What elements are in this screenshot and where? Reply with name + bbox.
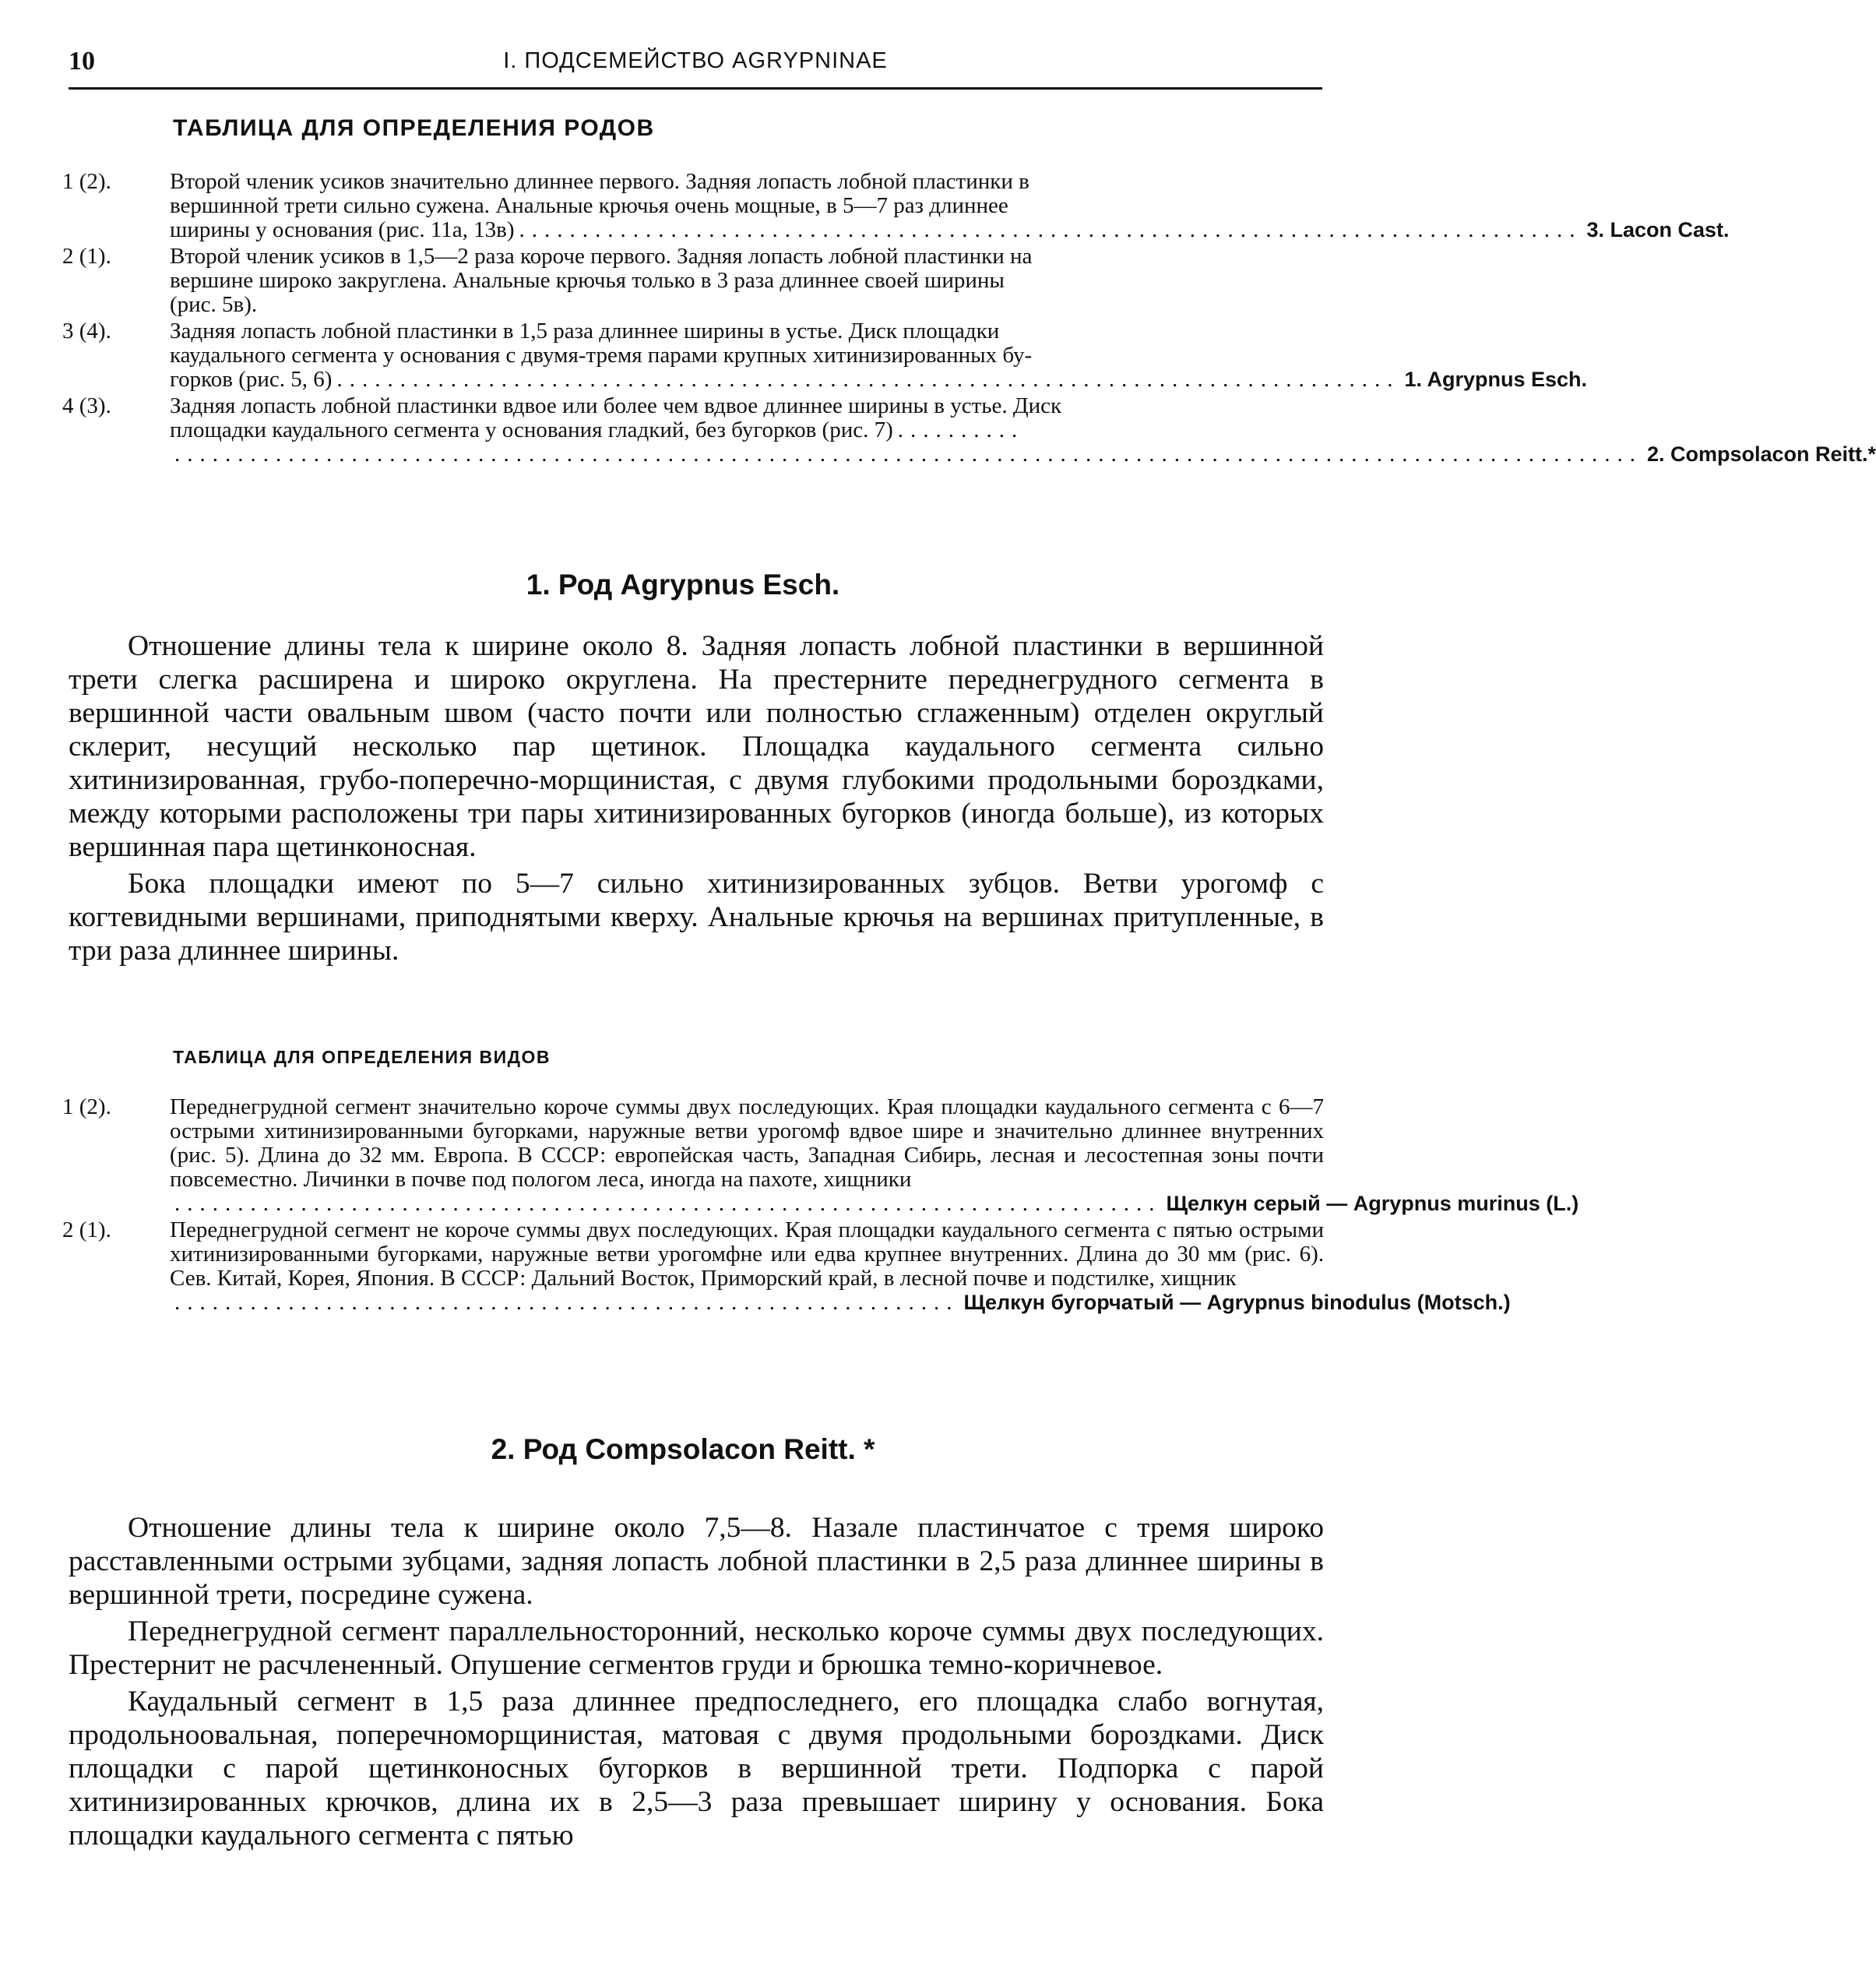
key-result: Щелкун бугорчатый — Agrypnus binodulus (Motsch.) <box>963 1291 1511 1314</box>
genus-1-description <box>69 629 1324 971</box>
genus-key-entry-3 <box>62 319 1587 392</box>
key-entry-line: каудального сегмента у основания с двумя-тремя парами крупных хитинизированных бу- <box>170 343 1033 368</box>
header-rule <box>69 87 1322 90</box>
key-result: 2. Compsolacon Reitt.* <box>1647 442 1876 466</box>
key-entry-line: вершине широко закруглена. Анальные крючья только в 3 раза длиннее своей ширины <box>170 268 1005 293</box>
key-entry-lead-line <box>170 367 1587 392</box>
running-section-title: I. ПОДСЕМЕЙСТВО AGRYPNINAE <box>503 48 888 73</box>
leader-dots: .............................................................................. <box>174 1191 1162 1216</box>
key-entry-line: Задняя лопасть лобной пластинки вдвое или более чем вдвое длиннее ширины в устье. Диск <box>170 393 1062 418</box>
leader-dots: .................................................................................... <box>519 217 1582 242</box>
key-entry-number: 2 (1). <box>62 1217 111 1242</box>
key-entry-lead-line <box>170 1191 1579 1216</box>
paragraph: Бока площадки имеют по 5—7 сильно хитинизированных зубцов. Ветви урогомф с когтевидными вершинами, приподнятыми кверху. Анальные крючья на вершинах притупленные, в три раза длиннее ширины. <box>69 868 1324 967</box>
key-entry-lead-line <box>170 442 1876 467</box>
species-key-entry-2 <box>62 1217 1511 1315</box>
genus-key-title: ТАБЛИЦА ДЛЯ ОПРЕДЕЛЕНИЯ РОДОВ <box>173 115 655 141</box>
key-entry-lead-line <box>170 217 1730 242</box>
key-entry-text: Переднегрудной сегмент значительно короче суммы двух последующих. Края площадки каудального сегмента с 6—7 острыми хитинизированными бугорками, наружные ветви урогомф вдвое шире и значительно длиннее внутренних (рис. 5). Длина до 32 мм. Европа. В СССР: европейская часть, Западная Сибирь, лесная и лесостепная зоны почти повсеместно. Личинки в почве под пологом леса, иногда на пахоте, хищники <box>170 1094 1324 1192</box>
paragraph: Отношение длины тела к ширине около 7,5—8. Назале пластинчатое с тремя широко расставленными острыми зубцами, задняя лопасть лобной пластинки в 2,5 раза длиннее ширины в вершинной трети, посредине сужена. <box>69 1512 1324 1611</box>
genus-1-title: 1. Род Agrypnus Esch. <box>526 569 840 601</box>
genus-key <box>62 169 1876 469</box>
leader-dots: .......... <box>897 418 1025 442</box>
genus-key-entry-4 <box>62 393 1876 467</box>
leader-dots: .............................................................. <box>174 1290 959 1315</box>
key-entry-line: Второй членик усиков в 1,5—2 раза короче первого. Задняя лопасть лобной пластинки на <box>170 244 1033 269</box>
key-entry-number: 1 (2). <box>62 1094 111 1119</box>
key-entry-lead-line <box>170 1290 1511 1315</box>
key-entry-text: Переднегрудной сегмент не короче суммы двух последующих. Края площадки каудального сегмента с пятью острыми хитинизированными бугорками, наружные ветви урогомфне или едва крупнее внутренних. Длина до 30 мм (рис. 6). Сев. Китай, Корея, Япония. В СССР: Дальний Восток, Приморский край, в лесной почве и подстилке, хищник <box>170 1217 1324 1291</box>
leader-dots: .................................................................................................................... <box>174 442 1642 467</box>
running-head <box>69 47 1322 84</box>
paragraph: Каудальный сегмент в 1,5 раза длиннее предпоследнего, его площадка слабо вогнутая, продольноовальная, поперечноморщинистая, матовая с двумя продольными бороздками. Диск площадки с парой щетинконосных бугорков в вершинной трети. Подпорка с парой хитинизированных крючков, длина их в 2,5—3 раза превышает ширину у основания. Бока площадки каудального сегмента с пятью <box>69 1686 1324 1851</box>
key-entry-line: вершинной трети сильно сужена. Анальные крючья очень мощные, в 5—7 раз длиннее <box>170 193 1008 218</box>
key-entry-number: 4 (3). <box>62 393 111 418</box>
key-result: 1. Agrypnus Esch. <box>1404 368 1587 391</box>
genus-key-entry-2 <box>62 245 1324 317</box>
leader-dots: .................................................................................... <box>336 367 1400 392</box>
paragraph: Переднегрудной сегмент параллельносторонний, несколько короче суммы двух последующих. Престернит не расчлененный. Опушение сегментов груди и брюшка темно-коричневое. <box>69 1615 1324 1681</box>
key-entry-line: Задняя лопасть лобной пластинки в 1,5 раза длиннее ширины в устье. Диск площадки <box>170 319 1000 344</box>
species-key-entry-1 <box>62 1094 1579 1216</box>
key-result: Щелкун серый — Agrypnus murinus (L.) <box>1166 1192 1579 1215</box>
key-entry-line: ширины у основания (рис. 11а, 13в) <box>170 217 515 242</box>
species-key-title: ТАБЛИЦА ДЛЯ ОПРЕДЕЛЕНИЯ ВИДОВ <box>173 1047 551 1067</box>
key-entry-line: (рис. 5в). <box>170 292 258 317</box>
key-entry-line: горков (рис. 5, 6) <box>170 367 333 392</box>
key-entry-line: площадки каудального сегмента у основания гладкий, без бугорков (рис. 7) <box>170 418 893 442</box>
key-result: 3. Lacon Cast. <box>1586 218 1730 241</box>
key-entry-lead-line <box>170 418 1324 442</box>
species-key <box>62 1094 1579 1317</box>
page-number: 10 <box>69 47 95 76</box>
key-entry-number: 1 (2). <box>62 169 111 194</box>
key-entry-number: 2 (1). <box>62 244 111 269</box>
key-entry-line: Второй членик усиков значительно длиннее первого. Задняя лопасть лобной пластинки в <box>170 169 1030 194</box>
genus-2-description <box>69 1511 1324 1855</box>
genus-key-entry-1 <box>62 169 1730 242</box>
key-entry-number: 3 (4). <box>62 319 111 344</box>
genus-2-title: 2. Род Compsolacon Reitt. * <box>491 1433 875 1465</box>
paragraph: Отношение длины тела к ширине около 8. Задняя лопасть лобной пластинки в вершинной трети слегка расширена и широко округлена. На престерните переднегрудного сегмента в вершинной части овальным швом (часто почти или полностью сглаженным) отделен округлый склерит, несущий несколько пар щетинок. Площадка каудального сегмента сильно хитинизированная, грубо-поперечно-морщинистая, с двумя глубокими продольными бороздками, между которыми расположены три пары хитинизированных бугорков (иногда больше), из которых вершинная пара щетинконосная. <box>69 630 1324 863</box>
